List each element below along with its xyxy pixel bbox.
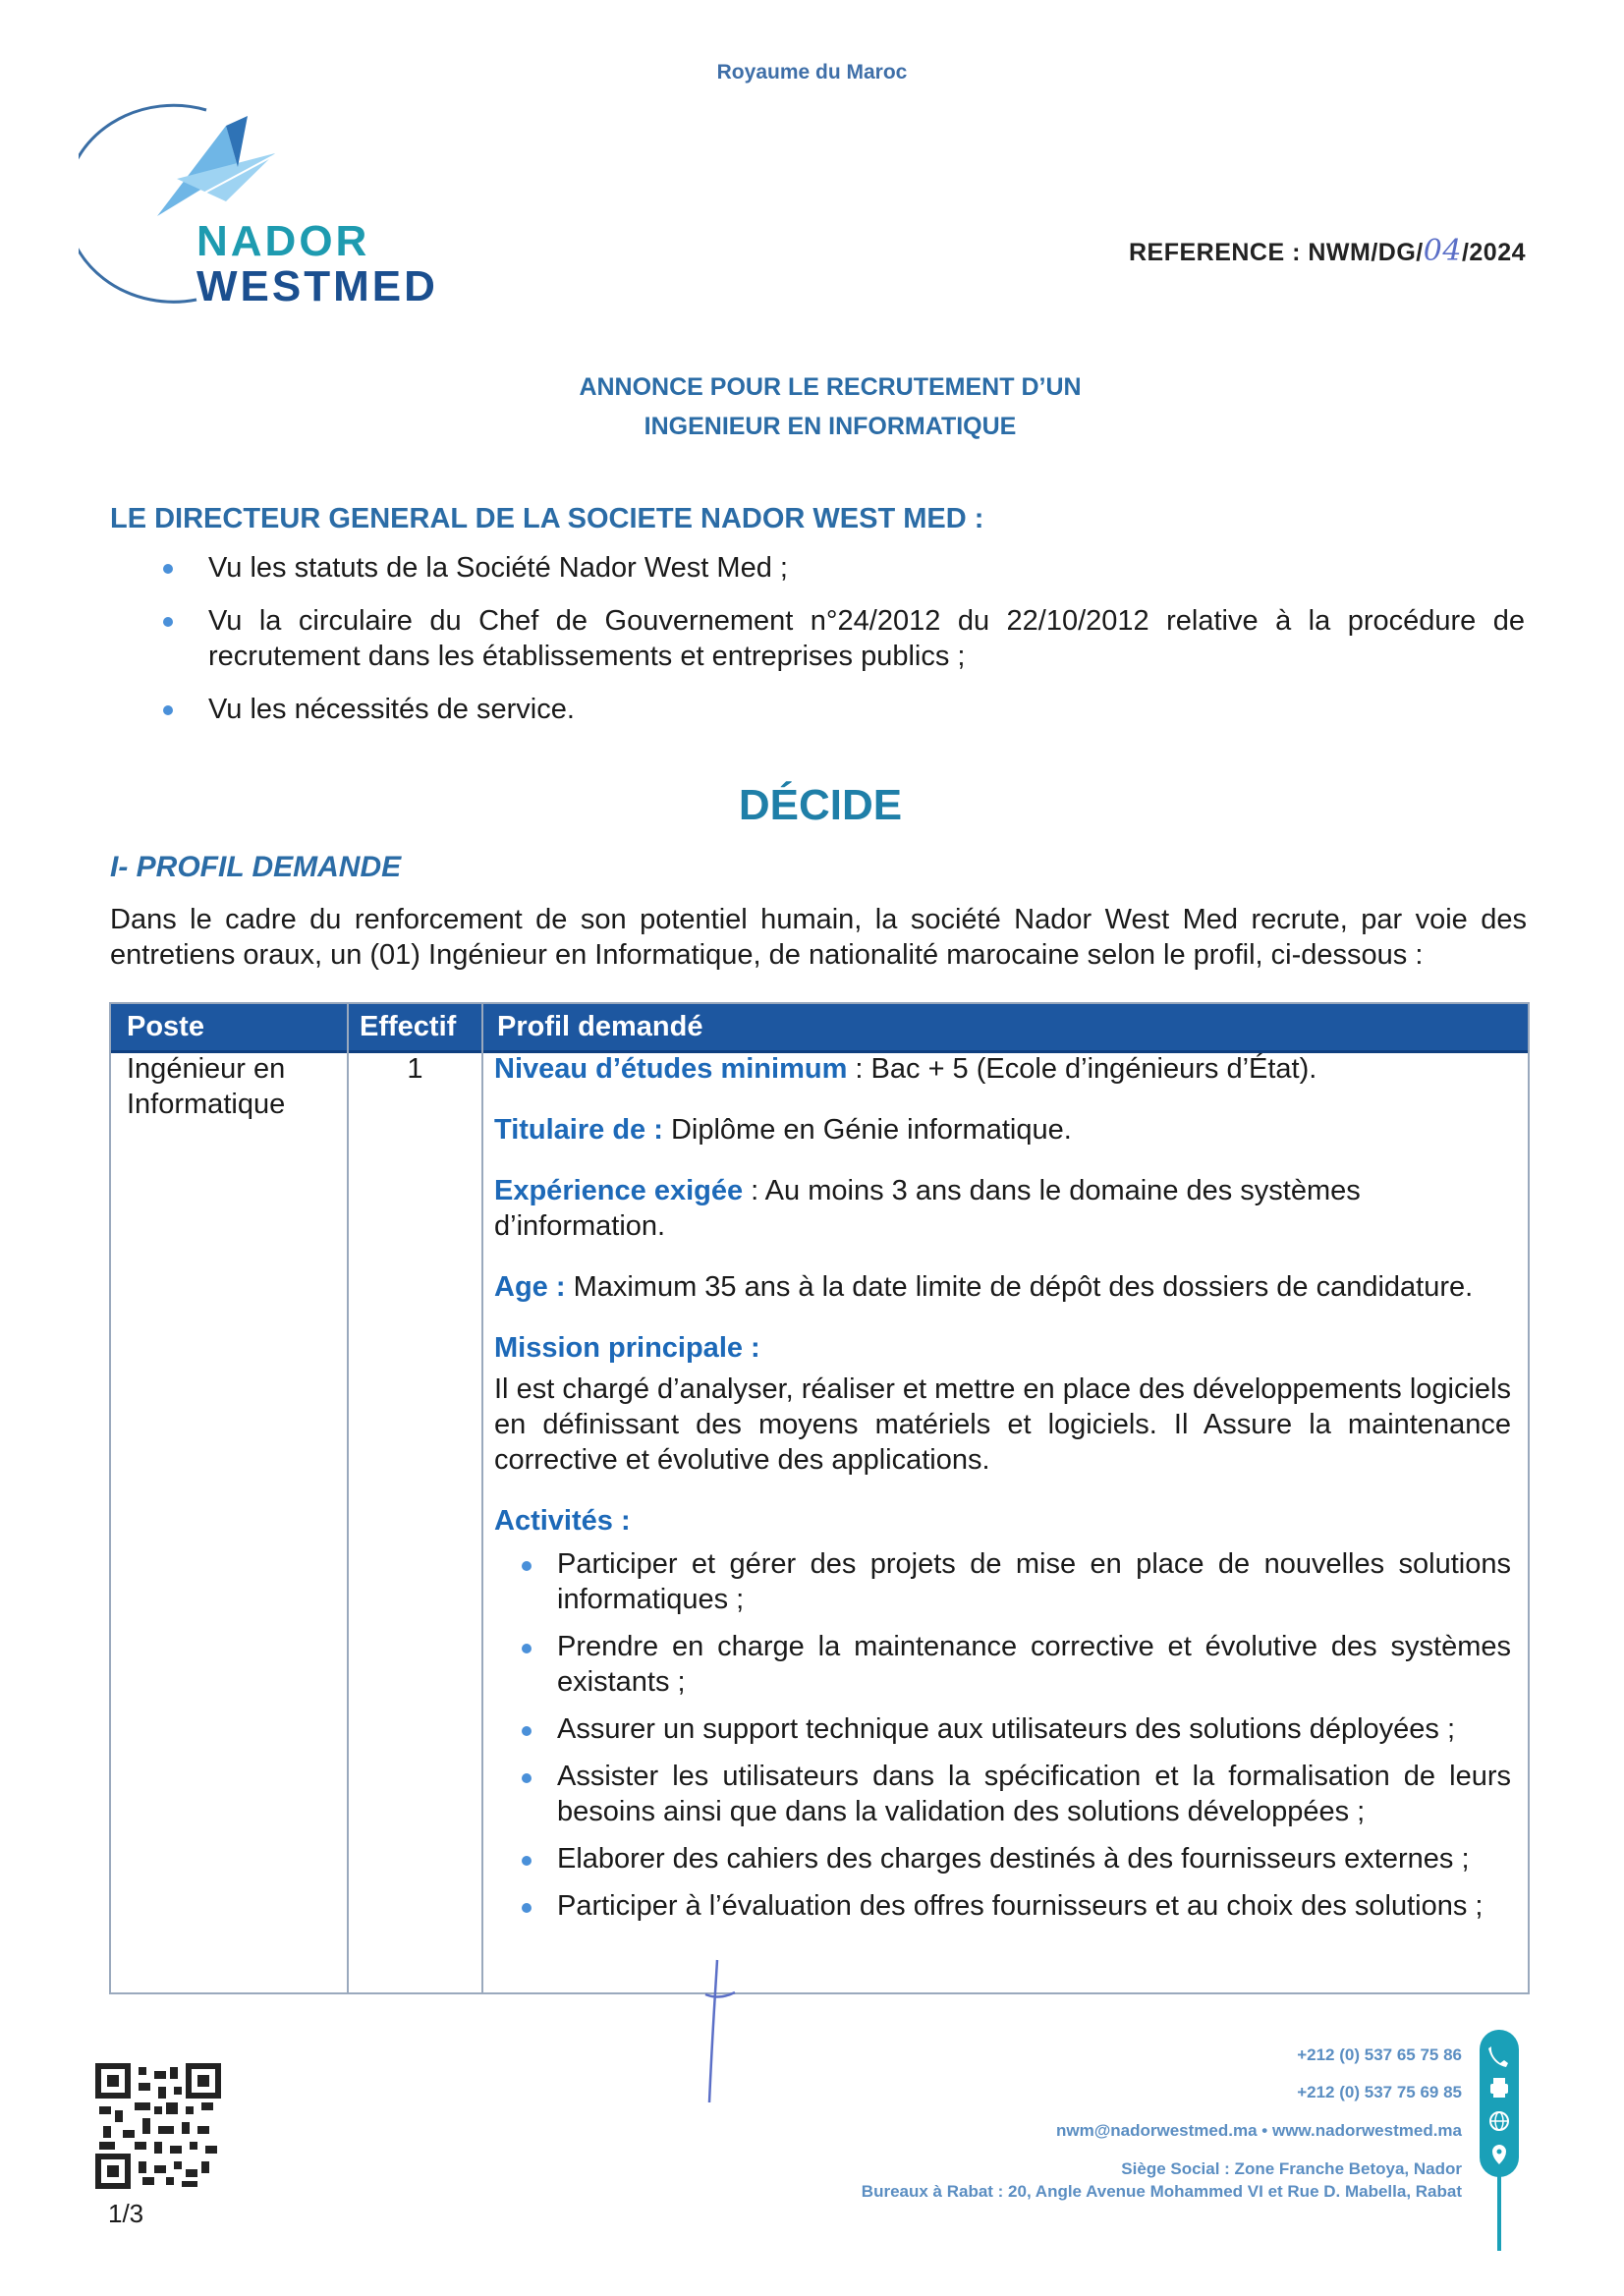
section-title: I- PROFIL DEMANDE: [110, 851, 402, 883]
mission-text: Il est chargé d’analyser, réaliser et mettre en place des développements logiciels en définissant des moyens matériels et logiciels. Il Assure la maintenance corrective et évolutive des applications.: [494, 1373, 1511, 1476]
logo-text-westmed: WESTMED: [196, 262, 438, 310]
column-divider: [347, 1004, 349, 1992]
niveau-row: [494, 1051, 1511, 1087]
header-profil: Profil demandé: [497, 1011, 703, 1042]
activite-item: Assister les utilisateurs dans la spécification et la formalisation de leurs besoins ainsi que dans la validation des solutions développées ;: [494, 1759, 1511, 1829]
contact-web-row: [1056, 2121, 1462, 2141]
titulaire-value: Diplôme en Génie informatique.: [670, 1114, 1072, 1146]
reference: [1129, 234, 1526, 268]
age-row: [494, 1269, 1511, 1305]
activites-label: Activités :: [494, 1505, 631, 1537]
decide-heading: DÉCIDE: [738, 781, 903, 829]
cell-poste: Ingénieur en Informatique: [127, 1053, 286, 1120]
contact-fax: +212 (0) 537 75 69 85: [1297, 2083, 1462, 2101]
contact-separator: •: [1261, 2121, 1268, 2140]
reference-prefix: REFERENCE : NWM/DG/: [1128, 239, 1424, 266]
contact-siege: Siège Social : Zone Franche Betoya, Nador: [1121, 2159, 1462, 2178]
directeur-heading: LE DIRECTEUR GENERAL DE LA SOCIETE NADOR WEST MED :: [110, 503, 984, 534]
logo-text-nador: NADOR: [196, 217, 370, 265]
intro-paragraph: Dans le cadre du renforcement de son potentiel humain, la société Nador West Med recrute, par voie des entretiens oraux, un (01) Ingénieur en Informatique, de nationalité marocaine selon le profil, ci-dessous :: [110, 904, 1527, 971]
titulaire-row: [494, 1112, 1511, 1148]
considerant-item: Vu les statuts de la Société Nador West Med ;: [110, 550, 1525, 586]
reference-number: 04: [1423, 234, 1462, 268]
cell-effectif: 1: [407, 1053, 423, 1085]
activites-list: [494, 1546, 1511, 1924]
mission-label: Mission principale :: [494, 1332, 760, 1364]
age-value: Maximum 35 ans à la date limite de dépôt des dossiers de candidature.: [573, 1271, 1474, 1303]
announcement-line-1: ANNONCE POUR LE RECRUTEMENT D’UN: [579, 373, 1082, 401]
activite-item: Assurer un support technique aux utilisateurs des solutions déployées ;: [494, 1711, 1511, 1747]
header-effectif: Effectif: [360, 1011, 457, 1042]
experience-value: : Au moins 3 ans dans le domaine des systèmes d’information.: [494, 1175, 1361, 1242]
titulaire-label: Titulaire de :: [494, 1114, 663, 1146]
considerant-item: Vu la circulaire du Chef de Gouvernement n°24/2012 du 22/10/2012 relative à la procédure de recrutement dans les établissements et entreprises publics ;: [110, 603, 1525, 674]
kingdom-header: Royaume du Maroc: [716, 61, 908, 84]
contact-email[interactable]: nwm@nadorwestmed.ma: [1055, 2121, 1258, 2140]
activite-item: Prendre en charge la maintenance corrective et évolutive des systèmes existants ;: [494, 1629, 1511, 1700]
page-number: 1/3: [108, 2199, 144, 2228]
experience-row: [494, 1173, 1511, 1244]
considerant-item: Vu les nécessités de service.: [110, 692, 1525, 727]
handwritten-initial: [688, 1955, 747, 2112]
contact-website[interactable]: www.nadorwestmed.ma: [1271, 2121, 1462, 2140]
table-header: [111, 1004, 1528, 1053]
contact-bureaux: Bureaux à Rabat : 20, Angle Avenue Mohammed VI et Rue D. Mabella, Rabat: [861, 2182, 1462, 2201]
reference-suffix: /2024: [1461, 239, 1526, 266]
age-label: Age :: [494, 1271, 566, 1303]
considerants-list: [110, 550, 1525, 745]
niveau-label: Niveau d’études minimum: [494, 1053, 848, 1085]
experience-label: Expérience exigée: [494, 1175, 744, 1206]
activite-item: Participer et gérer des projets de mise en place de nouvelles solutions informatiques ;: [494, 1546, 1511, 1617]
contact-icon-bar: [1477, 2027, 1522, 2253]
cell-profil: [494, 1051, 1511, 1935]
nador-westmed-logo: [79, 98, 501, 324]
contact-phone: +212 (0) 537 65 75 86: [1297, 2045, 1462, 2064]
activite-item: Participer à l’évaluation des offres fournisseurs et au choix des solutions ;: [494, 1888, 1511, 1924]
activite-item: Elaborer des cahiers des charges destinés à des fournisseurs externes ;: [494, 1841, 1511, 1876]
qr-code: [95, 2063, 221, 2189]
announcement-title: [0, 367, 1624, 446]
activites-row: [494, 1503, 1511, 1539]
column-divider: [481, 1004, 483, 1992]
mission-row: [494, 1330, 1511, 1366]
profile-table: [109, 1002, 1530, 1994]
header-poste: Poste: [127, 1011, 204, 1042]
niveau-value: : Bac + 5 (Ecole d’ingénieurs d’État).: [855, 1053, 1317, 1085]
announcement-line-2: INGENIEUR EN INFORMATIQUE: [644, 413, 1017, 440]
